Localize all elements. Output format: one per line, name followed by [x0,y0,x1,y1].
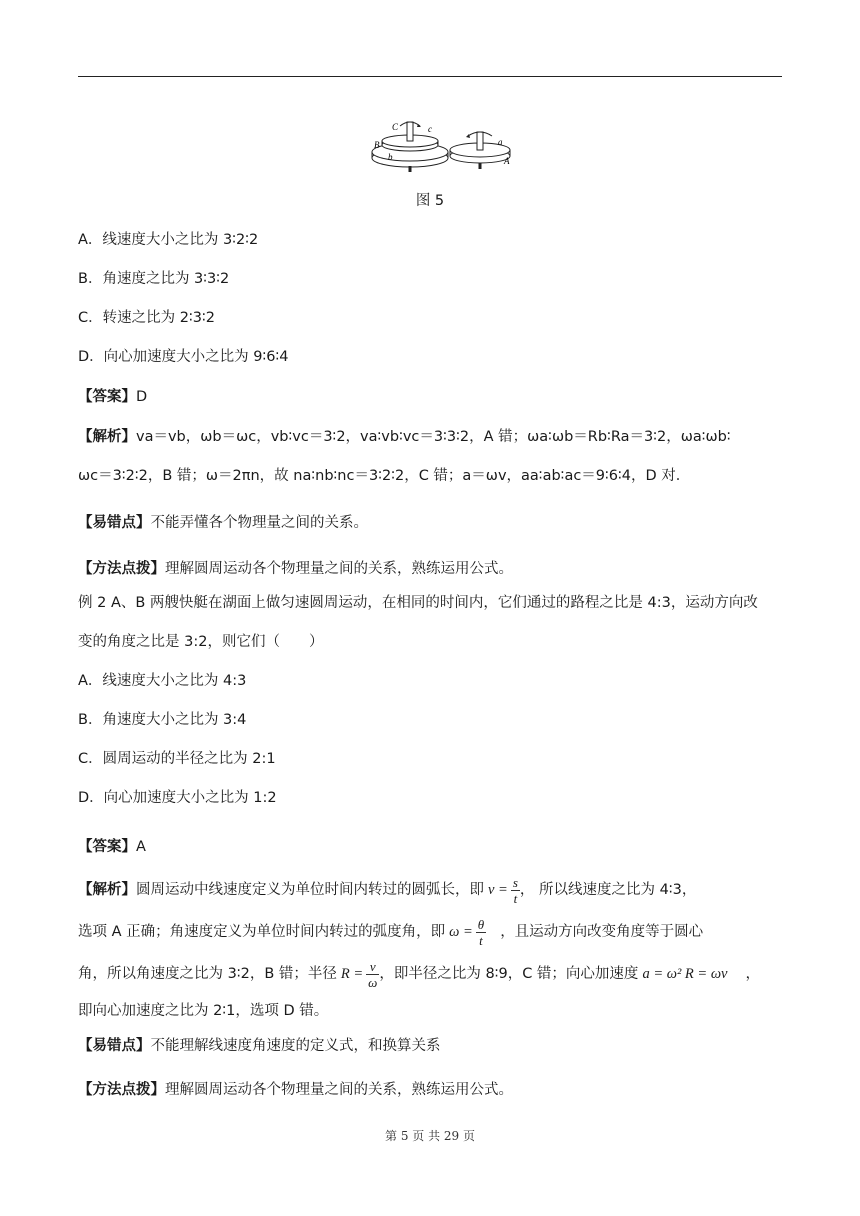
q2-answer [78,836,146,858]
q2-option-a: A．线速度大小之比为 4:3 [78,673,247,689]
q2-method-label: 【方法点拨】 [78,1082,165,1098]
q2-analysis-mid3: ，即半径之比为 8∶9，C 错；向心加速度 [379,966,639,982]
q1-method-text: 理解圆周运动各个物理量之间的关系，熟练运用公式。 [165,561,513,577]
q2-option-c: C．圆周运动的半径之比为 2:1 [78,751,276,767]
q1-option-b: B．角速度之比为 3∶3∶2 [78,271,230,287]
q2-option-d: D．向心加速度大小之比为 1:2 [78,790,277,806]
q1-answer-label: 【答案】 [78,389,136,405]
formula-v-equals: v = [488,882,508,898]
page-footer: 第 5 页 共 29 页 [385,1129,475,1143]
label-c: c [428,124,432,134]
label-b: b [388,152,393,162]
q2-analysis-pre1: 圆周运动中线速度定义为单位时间内转过的圆弧长，即 [136,882,484,898]
q2-analysis-line1 [78,872,696,908]
formula-centripetal-acceleration: a = ω² R = ωv [642,966,728,982]
q2-analysis-pre3: 角，所以角速度之比为 3∶2，B 错；半径 [78,966,337,982]
q1-answer [78,386,147,408]
label-A: A [504,156,510,166]
formula-r-equals: R = [340,966,364,982]
q2-stem-line1: 例 2 A、B 两艘快艇在湖面上做匀速圆周运动，在相同的时间内，它们通过的路程之比是 4:3，运动方向改 [78,595,758,611]
q1-mistake-label: 【易错点】 [78,515,151,531]
q1-option-a: A．线速度大小之比为 3∶2∶2 [78,232,259,248]
q2-mistake [78,1035,441,1057]
label-a: a [498,137,503,147]
q1-mistake-text: 不能弄懂各个物理量之间的关系。 [150,515,368,531]
q2-analysis-line2 [78,914,703,950]
q2-analysis-line4: 即向心加速度之比为 2∶1，选项 D 错。 [78,1003,329,1019]
q2-answer-value: A [136,839,146,855]
q2-option-b: B．角速度大小之比为 3:4 [78,712,247,728]
q1-analysis-line1 [78,426,731,448]
q1-answer-value: D [136,389,148,405]
q2-analysis-line3 [78,956,760,992]
q2-method-text: 理解圆周运动各个物理量之间的关系，熟练运用公式。 [165,1082,513,1098]
gear-wheels-figure [370,112,520,176]
q1-analysis-label: 【解析】 [78,429,136,445]
q1-method [78,558,513,580]
formula-v-over-omega: $\frac{v}{\omega}$ [368,958,378,990]
q2-answer-label: 【答案】 [78,839,136,855]
q1-method-label: 【方法点拨】 [78,561,165,577]
q2-analysis-post3: ， [745,966,760,982]
label-C: C [392,122,399,132]
q1-analysis-text1: va＝vb，ωb＝ωc，vb∶vc＝3∶2，va∶vb∶vc＝3∶3∶2，A 错；ωa∶ωb＝Rb∶Ra＝3∶2，ωa∶ωb∶ [136,429,731,445]
q2-mistake-text: 不能理解线速度角速度的定义式，和换算关系 [150,1038,441,1054]
q2-method [78,1079,513,1101]
formula-s-over-t: $\frac{s}{t}$ [512,874,518,906]
header-rule [78,76,782,77]
formula-theta-over-t: $\frac{\theta}{t}$ [477,916,485,948]
q1-mistake [78,512,368,534]
q1-analysis-line2: ωc＝3∶2∶2，B 错；ω＝2πn，故 na∶nb∶nc＝3∶2∶2，C 错；a＝ωv，aa∶ab∶ac＝9∶6∶4，D 对． [78,468,691,484]
q2-analysis-label: 【解析】 [78,882,136,898]
figure-caption: 图 5 [415,193,445,209]
q2-analysis-post1: ， 所以线速度之比为 4∶3， [519,882,697,898]
formula-omega-equals: ω = [449,924,473,940]
q2-analysis-pre2: 选项 A 正确；角速度定义为单位时间内转过的弧度角，即 [78,924,446,940]
q2-stem-line2: 变的角度之比是 3:2，则它们（ ） [78,634,324,650]
q1-option-c: C．转速之比为 2∶3∶2 [78,310,215,326]
q2-mistake-label: 【易错点】 [78,1038,151,1054]
q1-option-d: D．向心加速度大小之比为 9∶6∶4 [78,349,289,365]
q2-analysis-post2: ，且运动方向改变角度等于圆心 [500,924,704,940]
label-B: B [374,140,380,150]
